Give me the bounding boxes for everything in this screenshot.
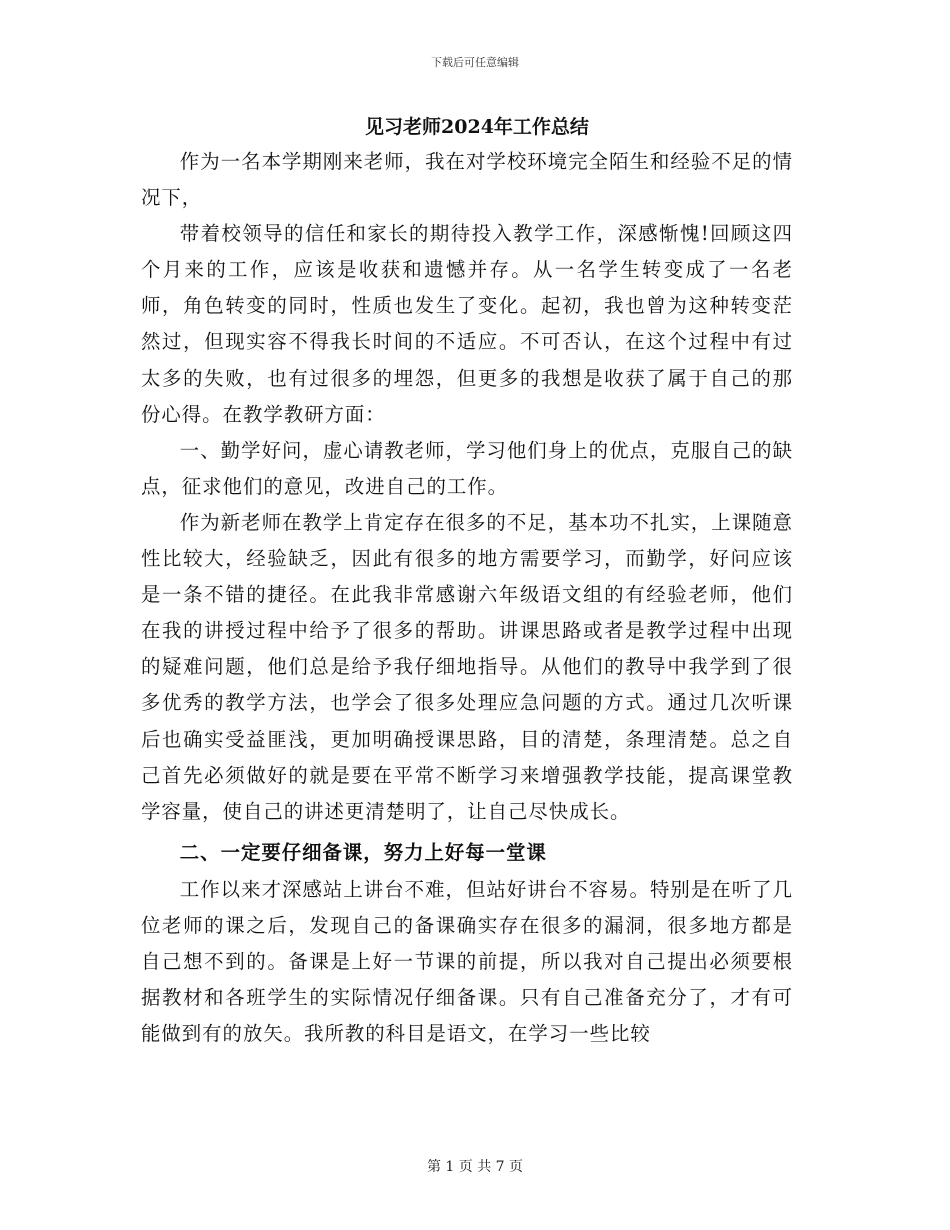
page-header-note: 下载后可任意编辑 xyxy=(431,56,519,69)
paragraph-review: 带着校领导的信任和家长的期待投入教学工作，深感惭愧!回顾这四个月来的工作，应该是收获和遗憾并存。从一名学生转变成了一名老师，角色转变的同时，性质也发生了变化。起初，我也曾为这种转变茫然过，但现实容不得我长时间的不适应。不可否认，在这个过程中有过太多的失败，也有过很多的埋怨，但更多的我想是收获了属于自己的那份心得。在教学教研方面： xyxy=(141,222,793,426)
paragraph-section1: 一、勤学好问，虚心请教老师，学习他们身上的优点，克服自己的缺点，征求他们的意见，改进自己的工作。 xyxy=(141,438,793,498)
paragraph-section2: 工作以来才深感站上讲台不难，但站好讲台不容易。特别是在听了几位老师的课之后，发现自己的备课确实存在很多的漏洞，很多地方都是自己想不到的。备课是上好一节课的前提，所以我对自己提出必须要根据教材和各班学生的实际情况仔细备课。只有自己准备充分了，才有可能做到有的放矢。我所教的科目是语文，在学习一些比较 xyxy=(141,877,793,1046)
document-title: 见习老师2024年工作总结 xyxy=(365,116,589,138)
paragraph-learning: 作为新老师在教学上肯定存在很多的不足，基本功不扎实，上课随意性比较大，经验缺乏，因此有很多的地方需要学习，而勤学，好问应该是一条不错的捷径。在此我非常感谢六年级语文组的有经验老师，他们在我的讲授过程中给予了很多的帮助。讲课思路或者是教学过程中出现的疑难问题，他们总是给予我仔细地指导。从他们的教导中我学到了很多优秀的教学方法，也学会了很多处理应急问题的方式。通过几次听课后也确实受益匪浅，更加明确授课思路，目的清楚，条理清楚。总之自己首先必须做好的就是要在平常不断学习来增强教学技能，提高课堂教学容量，使自己的讲述更清楚明了，让自己尽快成长。 xyxy=(141,510,793,823)
paragraph-intro: 作为一名本学期刚来老师，我在对学校环境完全陌生和经验不足的情况下， xyxy=(141,150,793,210)
page-number-footer: 第 1 页 共 7 页 xyxy=(426,1159,524,1175)
section2-heading: 二、一定要仔细备课，努力上好每一堂课 xyxy=(179,840,547,864)
document-body xyxy=(141,110,793,1052)
